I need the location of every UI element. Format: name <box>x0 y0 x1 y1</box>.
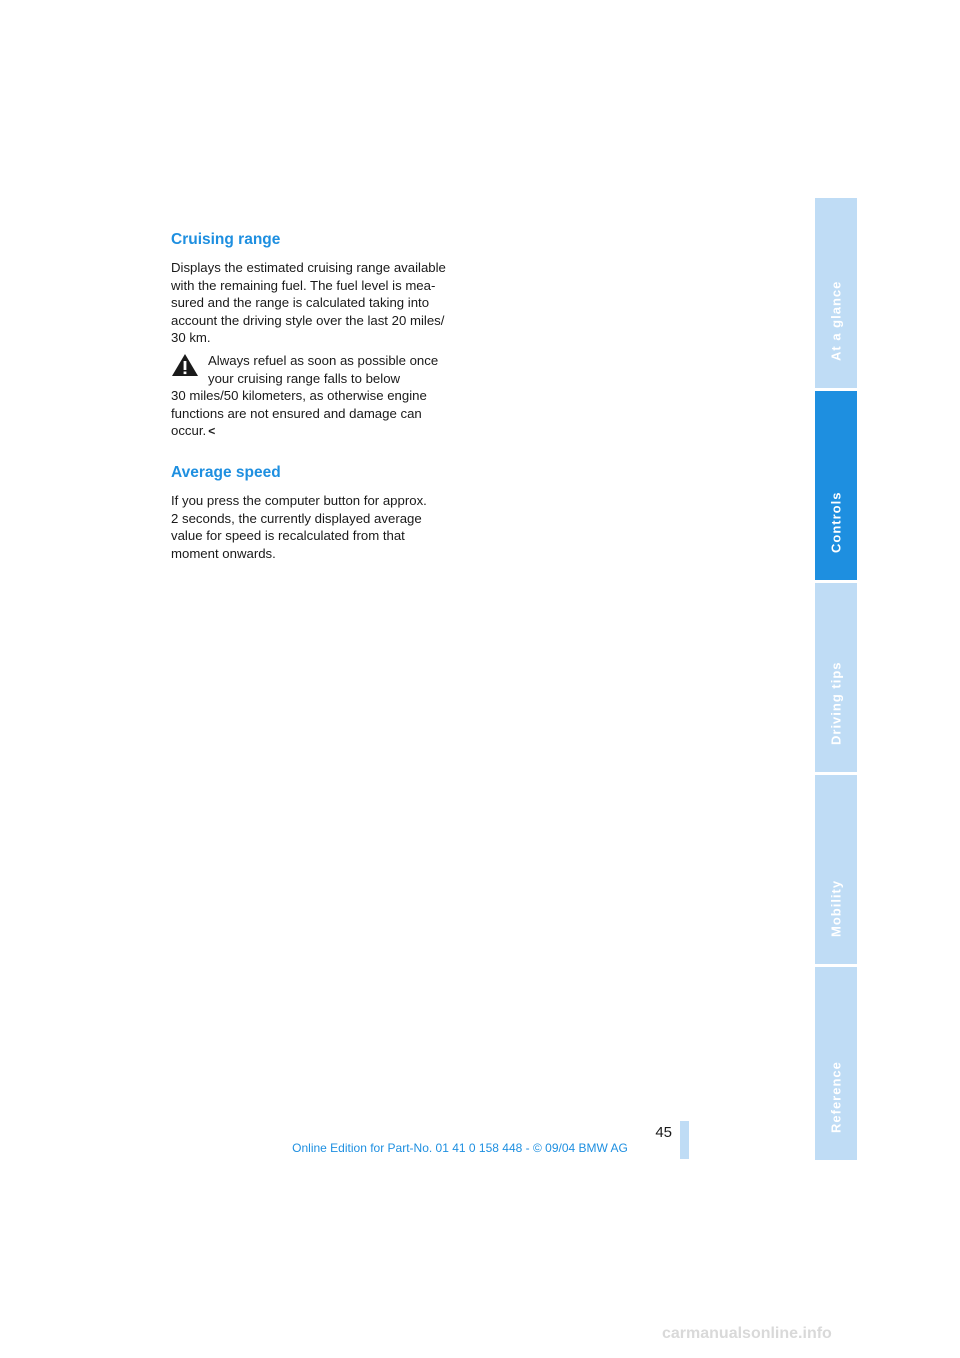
warning-triangle-icon <box>171 353 199 377</box>
warning-line-1: Always refuel as soon as possible once <box>208 352 439 368</box>
tab-at-a-glance[interactable] <box>815 198 857 388</box>
page-content <box>171 228 471 562</box>
tab-reference[interactable] <box>815 967 857 1160</box>
paragraph-average-speed: If you press the computer button for approx. 2 seconds, the currently displayed average value for speed is recalculated from that moment onwards. <box>171 492 427 561</box>
tab-mobility[interactable] <box>815 775 857 964</box>
tab-label-mobility: Mobility <box>828 879 844 937</box>
heading-average-speed: Average speed <box>171 463 281 481</box>
tab-controls[interactable] <box>815 391 857 580</box>
warning-note <box>171 352 471 441</box>
warning-line-5-wrap <box>171 422 471 441</box>
warning-line-5: occur. <box>171 423 207 439</box>
section-gap <box>171 441 471 461</box>
tab-driving-tips[interactable] <box>815 583 857 772</box>
end-of-note-mark: < <box>208 424 216 439</box>
tab-label-controls: Controls <box>828 491 844 553</box>
footer-edition-note: Online Edition for Part-No. 01 41 0 158 448 - © 09/04 BMW AG <box>292 1141 628 1155</box>
page-number: 45 <box>655 1124 672 1141</box>
chapter-tabs <box>815 198 857 1160</box>
tab-label-reference: Reference <box>828 1061 844 1133</box>
warning-line-3: 30 miles/50 kilometers, as otherwise engine <box>171 388 427 404</box>
heading-cruising-range: Cruising range <box>171 231 281 248</box>
warning-line-4: functions are not ensured and damage can <box>171 405 422 421</box>
page-number-bar <box>680 1121 689 1159</box>
tab-label-driving-tips: Driving tips <box>828 661 844 745</box>
paragraph-cruising-range: Displays the estimated cruising range available with the remaining fuel. The fuel level is mea- sured and the range is calculated taking into account the driving style over the last 20 miles/ 30 km. <box>171 260 446 346</box>
watermark: carmanualsonline.info <box>662 1325 832 1342</box>
warning-line-2: your cruising range falls to below <box>208 370 401 386</box>
tab-label-at-a-glance: At a glance <box>828 280 844 361</box>
